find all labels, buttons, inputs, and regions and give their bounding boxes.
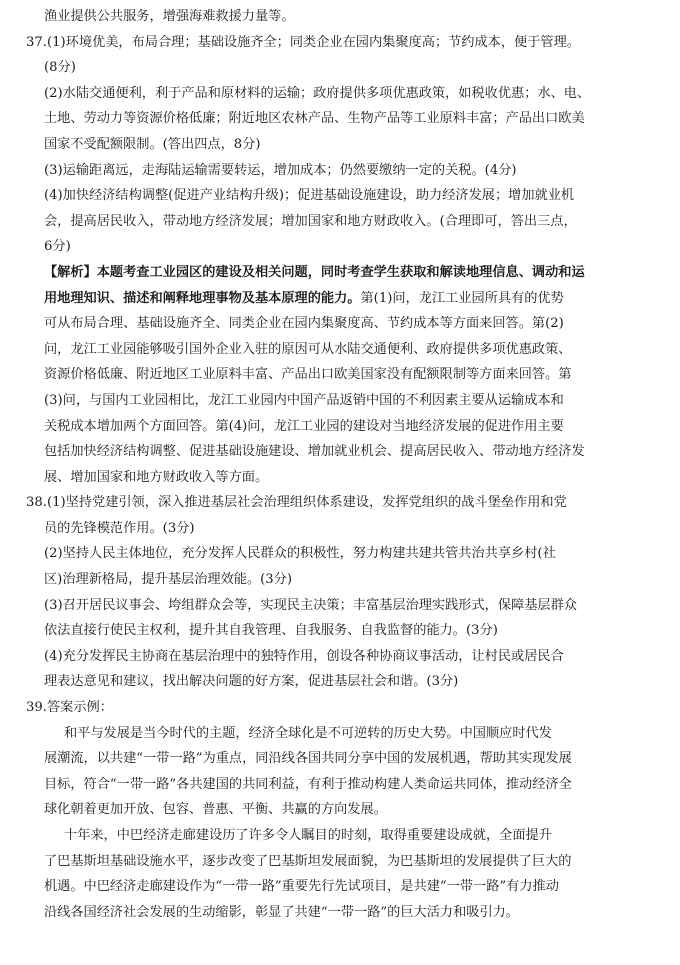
text-line: 了巴基斯坦基础设施水平，逐步改变了巴基斯坦发展面貌，为巴基斯坦的发展提供了巨大的 xyxy=(44,853,572,869)
text-line: (2)水陆交通便利，利于产品和原材料的运输；政府提供多项优惠政策，如税收优惠；水、电、 xyxy=(44,85,591,101)
text-line: 机遇。中巴经济走廊建设作为“一带一路”重要先行先试项目，是共建“一带一路”有力推动 xyxy=(44,879,559,895)
text-line: 38.(1)坚持党建引领，深入推进基层社会治理组织体系建设，发挥党组织的战斗堡垒作用和党 xyxy=(26,495,567,511)
text-line: 和平与发展是当今时代的主题，经济全球化是不可逆转的历史大势。中国顺应时代发 xyxy=(64,725,552,741)
text-line: 问，龙江工业园能够吸引国外企业入驻的原因可从水陆交通便利、政府提供多项优惠政策、 xyxy=(44,341,572,357)
text-segment: 第(1)问，龙江工业园所具有的优势 xyxy=(360,290,564,306)
bold-segment: 用地理知识、描述和阐释地理事物及基本原理的能力。 xyxy=(44,290,361,306)
text-line: 国家不受配额限制。(答出四点，8分) xyxy=(44,136,261,152)
text-line: 展潮流，以共建“一带一路”为重点，同沿线各国共同分享中国的发展机遇，帮助其实现发展 xyxy=(44,751,572,767)
text-line: 球化朝着更加开放、包容、普惠、平衡、共赢的方向发展。 xyxy=(44,802,387,818)
text-line: (2)坚持人民主体地位，充分发挥人民群众的积极性，努力构建共建共管共治共享乡村(社 xyxy=(44,546,556,562)
text-line: 目标，符合“一带一路”各共建国的共同利益，有利于推动构建人类命运共同体，推动经济全 xyxy=(44,776,572,792)
text-line: 十年来，中巴经济走廊建设历了许多令人瞩目的时刻，取得重要建设成就，全面提升 xyxy=(64,828,552,843)
text-line: 员的先锋模范作用。(3分) xyxy=(44,520,195,536)
text-line: 资源价格低廉、附近地区工业原料丰富、产品出口欧美国家没有配额限制等方面来回答。第 xyxy=(44,367,572,383)
text-line xyxy=(24,286,660,312)
text-line: 6分) xyxy=(44,239,71,255)
text-line: (3)问，与国内工业园相比，龙江工业园内中国产品返销中国的不利因素主要从运输成本和 xyxy=(44,392,564,408)
text-line: 土地、劳动力等资源价格低廉；附近地区农林产品、生物产品等工业原料丰富；产品出口欧美 xyxy=(44,111,585,127)
text-line: 展、增加国家和地方财政收入等方面。 xyxy=(44,469,269,485)
text-line: (4)充分发挥民主协商在基层治理中的独特作用，创设各种协商议事活动，让村民或居民合 xyxy=(44,648,564,664)
text-line: 包括加快经济结构调整、促进基础设施建设、增加就业机会、提高居民收入、带动地方经济发 xyxy=(44,444,585,460)
text-line: 37.(1)环境优美，布局合理；基础设施齐全；同类企业在园内集聚度高；节约成本，便于管理。 xyxy=(26,34,580,50)
text-line: 关税成本增加两个方面回答。第(4)问，龙江工业园的建设对当地经济发展的促进作用主要 xyxy=(44,418,564,434)
text-line: 可从布局合理、基础设施齐全、同类企业在园内集聚度高、节约成本等方面来回答。第(2) xyxy=(44,316,564,332)
text-line: 渔业提供公共服务，增强海难救援力量等。 xyxy=(44,9,295,24)
text-line: 39.答案示例： xyxy=(26,700,113,716)
text-line: 区)治理新格局，提升基层治理效能。(3分) xyxy=(44,572,293,588)
bold-segment: 【解析】本题考查工业园区的建设及相关问题，同时考查学生获取和解读地理信息、调动和运 xyxy=(44,264,585,280)
text-line: 会，提高居民收入，带动地方经济发展；增加国家和地方财政收入。(合理即可，答出三点， xyxy=(44,213,577,229)
text-line: (3)运输距离远，走海陆运输需要转运，增加成本；仍然要缴纳一定的关税。(4分) xyxy=(44,162,517,178)
text-line xyxy=(24,260,660,286)
text-line: (8分) xyxy=(44,60,76,76)
text-line: (4)加快经济结构调整(促进产业结构升级)；促进基础设施建设，助力经济发展；增加就业机 xyxy=(44,188,575,204)
text-line: 依法直接行使民主权利，提升其自我管理、自我服务、自我监督的能力。(3分) xyxy=(44,623,498,639)
text-line: 沿线各国经济社会发展的生动缩影，彰显了共建“一带一路”的巨大活力和吸引力。 xyxy=(44,904,520,920)
text-line: 理表达意见和建议，找出解决问题的好方案，促进基层社会和谐。(3分) xyxy=(44,674,459,690)
text-line: (3)召开居民议事会、垮组群众会等，实现民主决策；丰富基层治理实践形式，保障基层群众 xyxy=(44,597,577,613)
